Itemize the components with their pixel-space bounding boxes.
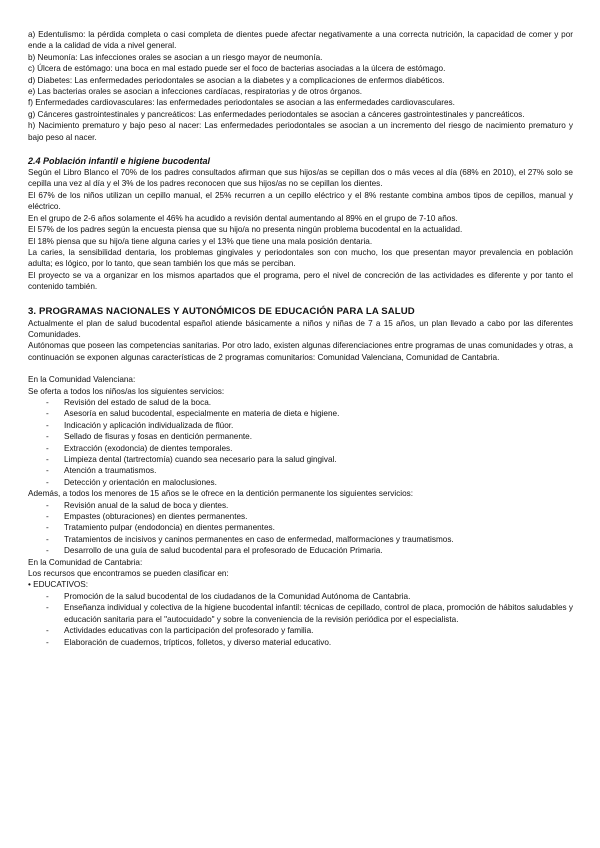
paragraph: La caries, la sensibilidad dentaria, los problemas gingivales y periodontales son con mucho, los que presentan mayor prevalencia en población adulta; es lógico, por lo tanto, que sean también los que más se perciban. [28, 247, 573, 269]
section-3-body [28, 318, 573, 648]
list-item: c) Úlcera de estómago: una boca en mal estado puede ser el foco de bacterias asociadas a la úlcera de estómago. [28, 64, 446, 74]
paragraph: El 18% piensa que su hijo/a tiene alguna caries y el 13% que tiene una mala posición dentaria. [28, 236, 373, 246]
paragraph: Según el Libro Blanco el 70% de los padres consultados afirman que sus hijos/as se cepillan dos o más veces al día (68% en 2010), el 27% solo se cepilla una vez al día y el 3% de los padres reconocen que sus hijos/as no se cepillan los dientes. [28, 168, 573, 189]
paragraph: El 67% de los niños utilizan un cepillo manual, el 25% recurren a un cepillo eléctrico y el 8% restante combina ambos tipos de cepillos, manual y eléctrico. [28, 190, 573, 212]
list-item: f) Enfermedades cardiovasculares: las enfermedades periodontales se asocian a las enfermedades cardiovasculares. [28, 98, 455, 108]
valencia-services-list [28, 397, 573, 488]
paragraph: Actualmente el plan de salud bucodental español atiende básicamente a niños y niñas de 7 a 15 años, un plan llevado a cabo por las diferentes Comunidades. [28, 318, 573, 339]
list-item: - Enseñanza individual y colectiva de la higiene bucodental infantil: técnicas de cepillado, control de placa, promoción de hábitos saludables y educación sanitaria para el "autocuidado" y sobre la conveniencia de la revisión periódica por el especialista. [46, 602, 573, 625]
section-3-heading: 3. PROGRAMAS NACIONALES Y AUTONÓMICOS DE EDUCACIÓN PARA LA SALUD [28, 305, 415, 317]
list-item: e) Las bacterias orales se asocian a infecciones cardíacas, respiratorias y de otros órganos. [28, 87, 363, 97]
list-item: a) Edentulismo: la pérdida completa o casi completa de dientes puede afectar negativamente a una correcta nutrición, la capacidad de comer y por ende a la calidad de vida a nivel general. [28, 30, 573, 51]
list-item: - Desarrollo de una guía de salud bucodental para el profesorado de Educación Primaria. [46, 545, 573, 556]
list-item: d) Diabetes: Las enfermedades periodontales se asocian a la diabetes y a complicaciones de enfermos diabéticos. [28, 75, 445, 85]
valencia-extra-list [28, 500, 573, 557]
section-2-4-body [28, 167, 573, 292]
list-item: b) Neumonía: Las infecciones orales se asocian a un riesgo mayor de neumonía. [28, 52, 323, 62]
complications-list [28, 29, 573, 143]
list-item: - Revisión anual de la salud de boca y dientes. [46, 500, 573, 511]
list-item: - Sellado de fisuras y fosas en dentición permanente. [46, 431, 573, 442]
cantabria-intro: Los recursos que encontramos se pueden clasificar en: [28, 569, 229, 579]
paragraph: El proyecto se va a organizar en los mismos apartados que el programa, pero el nivel de concreción de las actividades es diferente y por tanto el contenido también. [28, 270, 573, 292]
section-2-4-heading: 2.4 Población infantil e higiene bucodental [28, 156, 211, 167]
cantabria-items-list [28, 591, 573, 648]
list-item: - Limpieza dental (tartrectomía) cuando sea necesario para la salud gingival. [46, 454, 573, 465]
list-item: g) Cánceres gastrointestinales y pancreáticos: Las enfermedades periodontales se asocian a cánceres gastrointestinales y pancreáticos. [28, 109, 525, 119]
list-item: - Elaboración de cuadernos, trípticos, folletos, y diverso material educativo. [46, 637, 573, 648]
paragraph: En el grupo de 2-6 años solamente el 46% ha acudido a revisión dental aumentando al 89% en el grupo de 7-10 años. [28, 213, 458, 223]
list-item: - Empastes (obturaciones) en dientes permanentes. [46, 511, 573, 522]
list-item: - Tratamientos de incisivos y caninos permanentes en caso de enfermedad, malformaciones y traumatismos. [46, 534, 573, 545]
list-item: - Detección y orientación en maloclusiones. [46, 477, 573, 488]
cantabria-category: • EDUCATIVOS: [28, 580, 89, 590]
paragraph: Autónomas que poseen las competencias sanitarias. Por otro lado, existen algunas diferenciaciones entre programas de unas comunidades y otras, a continuación se exponen algunas características de 2 programas comunitarios: Comunidad Valenciana, Comunidad de Cantabria. [28, 341, 573, 362]
paragraph: El 57% de los padres según la encuesta piensa que su hijo/a no presenta ningún problema bucodental en la actualidad. [28, 225, 463, 235]
list-item: h) Nacimiento prematuro y bajo peso al nacer: Las enfermedades periodontales se asocian a un incremento del riesgo de nacimiento prematuro y bajo peso al nacer. [28, 121, 573, 142]
list-item: - Promoción de la salud bucodental de los ciudadanos de la Comunidad Autónoma de Cantabria. [46, 591, 573, 602]
list-item: - Extracción (exodoncia) de dientes temporales. [46, 443, 573, 454]
valencia-extra-intro: Además, a todos los menores de 15 años se le ofrece en la dentición permanente los siguientes servicios: [28, 489, 414, 499]
cantabria-heading: En la Comunidad de Cantabria: [28, 557, 143, 567]
list-item: - Atención a traumatismos. [46, 465, 573, 476]
valencia-intro: Se oferta a todos los niños/as los siguientes servicios: [28, 386, 225, 396]
list-item: - Indicación y aplicación individualizada de flúor. [46, 420, 573, 431]
valencia-heading: En la Comunidad Valenciana: [28, 375, 136, 385]
list-item: - Revisión del estado de salud de la boca. [46, 397, 573, 408]
list-item: - Tratamiento pulpar (endodoncia) en dientes permanentes. [46, 522, 573, 533]
list-item: - Actividades educativas con la participación del profesorado y familia. [46, 625, 573, 636]
list-item: - Asesoría en salud bucodental, especialmente en materia de dieta e higiene. [46, 408, 573, 419]
